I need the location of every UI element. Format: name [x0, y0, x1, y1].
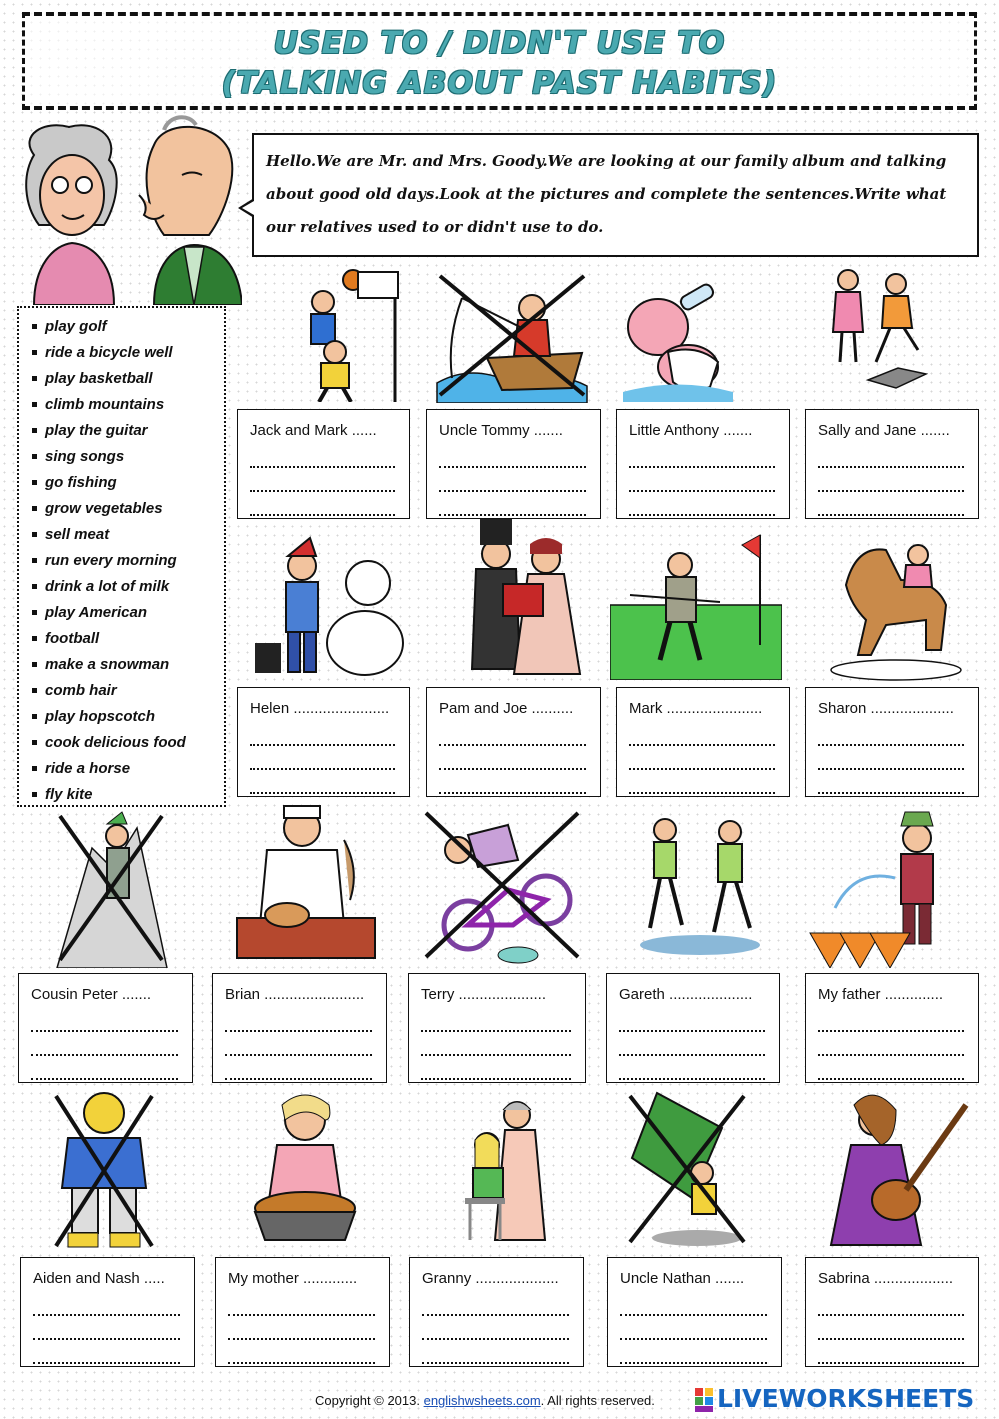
singing-picture — [458, 514, 583, 684]
word-list-box — [17, 306, 226, 807]
answer-blank-line[interactable] — [629, 722, 775, 746]
word-list-item: sell meat — [31, 522, 224, 548]
bicycle-picture — [418, 805, 586, 965]
word-list-item: play the guitar — [31, 418, 224, 444]
answer-box[interactable] — [18, 973, 193, 1083]
word-list — [31, 314, 224, 808]
answer-blank-line[interactable] — [422, 1340, 569, 1364]
answer-subject: Sabrina ................... — [818, 1270, 954, 1287]
answer-blank-line[interactable] — [439, 746, 586, 770]
word-list-item: make a snowman — [31, 652, 224, 678]
answer-blank-line[interactable] — [31, 1032, 178, 1056]
answer-blank-line[interactable] — [31, 1008, 178, 1032]
answer-subject: Sally and Jane ....... — [818, 422, 950, 439]
intro-line-3: our relatives used to or didn't use to do. — [266, 218, 604, 236]
answer-blank-line[interactable] — [620, 1316, 767, 1340]
basketball-picture — [283, 262, 403, 402]
answer-blank-line[interactable] — [250, 492, 395, 516]
answer-blank-line[interactable] — [225, 1032, 372, 1056]
old-couple-illustration — [14, 115, 242, 305]
answer-blank-line[interactable] — [818, 1340, 964, 1364]
answer-subject: Aiden and Nash ..... — [33, 1270, 165, 1287]
answer-subject: Little Anthony ....... — [629, 422, 753, 439]
copyright-prefix: Copyright © 2013. — [315, 1393, 424, 1408]
answer-blank-line[interactable] — [250, 746, 395, 770]
answer-blank-line[interactable] — [33, 1340, 180, 1364]
intro-line-2: about good old days.Look at the pictures and complete the sentences.Write what — [266, 185, 947, 203]
answer-subject: Brian ........................ — [225, 986, 365, 1003]
title-line-1: USED TO / DIDN'T USE TO — [273, 26, 726, 61]
answer-blank-line[interactable] — [250, 468, 395, 492]
word-list-item: play basketball — [31, 366, 224, 392]
answer-box[interactable] — [607, 1257, 782, 1367]
answer-blank-line[interactable] — [818, 770, 964, 794]
answer-box[interactable] — [805, 687, 979, 797]
copyright-link[interactable]: englishwsheets.com — [423, 1393, 541, 1408]
fishing-picture — [432, 268, 592, 403]
answer-blank-line[interactable] — [619, 1008, 765, 1032]
liveworksheets-logo-icon — [694, 1387, 714, 1413]
butcher-picture — [232, 800, 380, 960]
kite-picture — [622, 1088, 752, 1250]
answer-box[interactable] — [616, 409, 790, 519]
baby-milk-picture — [618, 282, 736, 402]
answer-blank-line[interactable] — [33, 1316, 180, 1340]
football-picture — [48, 1088, 160, 1254]
answer-blank-line[interactable] — [818, 1316, 964, 1340]
answer-blank-line[interactable] — [228, 1340, 375, 1364]
climbing-picture — [52, 808, 170, 968]
answer-blank-line[interactable] — [629, 746, 775, 770]
answer-blank-line[interactable] — [620, 1340, 767, 1364]
answer-subject: Uncle Tommy ....... — [439, 422, 563, 439]
answer-subject: Sharon .................... — [818, 700, 954, 717]
answer-blank-line[interactable] — [818, 1056, 964, 1080]
answer-box[interactable] — [805, 973, 979, 1083]
word-list-item: climb mountains — [31, 392, 224, 418]
answer-blank-line[interactable] — [250, 722, 395, 746]
answer-subject: Gareth .................... — [619, 986, 753, 1003]
word-list-item: fly kite — [31, 782, 224, 808]
answer-box[interactable] — [20, 1257, 195, 1367]
answer-blank-line[interactable] — [818, 444, 964, 468]
footer — [0, 1384, 999, 1413]
answer-subject: Granny .................... — [422, 1270, 559, 1287]
horse-picture — [826, 525, 966, 683]
answer-blank-line[interactable] — [818, 492, 964, 516]
answer-blank-line[interactable] — [421, 1032, 571, 1056]
answer-box[interactable] — [426, 687, 601, 797]
word-list-item: ride a horse — [31, 756, 224, 782]
guitar-picture — [826, 1085, 976, 1250]
copyright-text — [315, 1393, 655, 1408]
answer-subject: Helen ....................... — [250, 700, 390, 717]
answer-box[interactable] — [616, 687, 790, 797]
answer-box[interactable] — [408, 973, 586, 1083]
answer-subject: Mark ....................... — [629, 700, 763, 717]
answer-blank-line[interactable] — [421, 1008, 571, 1032]
answer-blank-line[interactable] — [620, 1292, 767, 1316]
intro-line-1: Hello.We are Mr. and Mrs. Goody.We are looking at our family album and talking — [266, 152, 947, 170]
copyright-suffix: . All rights reserved. — [540, 1393, 655, 1408]
word-list-item: sing songs — [31, 444, 224, 470]
answer-box[interactable] — [426, 409, 601, 519]
answer-blank-line[interactable] — [818, 746, 964, 770]
answer-blank-line[interactable] — [619, 1032, 765, 1056]
answer-blank-line[interactable] — [439, 444, 586, 468]
answer-box[interactable] — [409, 1257, 584, 1367]
answer-subject: My mother ............. — [228, 1270, 358, 1287]
answer-blank-line[interactable] — [619, 1056, 765, 1080]
answer-blank-line[interactable] — [439, 722, 586, 746]
answer-blank-line[interactable] — [439, 468, 586, 492]
answer-subject: My father .............. — [818, 986, 944, 1003]
answer-box[interactable] — [237, 409, 410, 519]
answer-blank-line[interactable] — [629, 770, 775, 794]
answer-blank-line[interactable] — [31, 1056, 178, 1080]
cooking-picture — [237, 1090, 373, 1245]
answer-box[interactable] — [237, 687, 410, 797]
answer-subject: Terry ..................... — [421, 986, 547, 1003]
word-list-item: play hopscotch — [31, 704, 224, 730]
answer-blank-line[interactable] — [818, 1008, 964, 1032]
answer-blank-line[interactable] — [818, 468, 964, 492]
word-list-item: comb hair — [31, 678, 224, 704]
answer-blank-line[interactable] — [225, 1008, 372, 1032]
comb-hair-picture — [455, 1090, 555, 1255]
title-box — [22, 12, 977, 110]
answer-blank-line[interactable] — [228, 1316, 375, 1340]
hopscotch-picture — [828, 262, 928, 402]
answer-blank-line[interactable] — [33, 1292, 180, 1316]
answer-blank-line[interactable] — [228, 1292, 375, 1316]
word-list-item: cook delicious food — [31, 730, 224, 756]
answer-blank-line[interactable] — [629, 468, 775, 492]
answer-blank-line[interactable] — [439, 770, 586, 794]
vegetables-picture — [805, 808, 977, 968]
answer-blank-line[interactable] — [225, 1056, 372, 1080]
word-list-item: run every morning — [31, 548, 224, 574]
title-line-2: (TALKING ABOUT PAST HABITS) — [221, 66, 778, 101]
answer-blank-line[interactable] — [250, 444, 395, 468]
word-list-item: play golf — [31, 314, 224, 340]
answer-blank-line[interactable] — [818, 1032, 964, 1056]
answer-subject: Jack and Mark ...... — [250, 422, 377, 439]
speech-bubble-tail-inner — [242, 201, 254, 215]
answer-blank-line[interactable] — [422, 1316, 569, 1340]
word-list-item-continued: football — [31, 626, 224, 652]
answer-blank-line[interactable] — [421, 1056, 571, 1080]
answer-blank-line[interactable] — [818, 722, 964, 746]
answer-blank-line[interactable] — [629, 492, 775, 516]
answer-blank-line[interactable] — [818, 1292, 964, 1316]
word-list-item: play American — [31, 600, 224, 626]
liveworksheets-brand[interactable] — [694, 1384, 974, 1412]
word-list-item: grow vegetables — [31, 496, 224, 522]
answer-blank-line[interactable] — [422, 1292, 569, 1316]
answer-box[interactable] — [212, 973, 387, 1083]
running-picture — [630, 810, 770, 960]
answer-subject: Uncle Nathan ....... — [620, 1270, 745, 1287]
answer-box[interactable] — [805, 1257, 979, 1367]
intro-speech-bubble — [252, 133, 979, 257]
answer-box[interactable] — [215, 1257, 390, 1367]
answer-blank-line[interactable] — [250, 770, 395, 794]
answer-blank-line[interactable] — [439, 492, 586, 516]
word-list-item: ride a bicycle well — [31, 340, 224, 366]
word-list-item: go fishing — [31, 470, 224, 496]
answer-subject: Cousin Peter ....... — [31, 986, 152, 1003]
answer-box[interactable] — [805, 409, 979, 519]
golf-picture — [610, 520, 782, 680]
snowman-picture — [250, 528, 410, 678]
answer-box[interactable] — [606, 973, 780, 1083]
brand-name: LIVEWORKSHEETS — [717, 1384, 975, 1413]
answer-subject: Pam and Joe .......... — [439, 700, 574, 717]
answer-blank-line[interactable] — [629, 444, 775, 468]
word-list-item: drink a lot of milk — [31, 574, 224, 600]
